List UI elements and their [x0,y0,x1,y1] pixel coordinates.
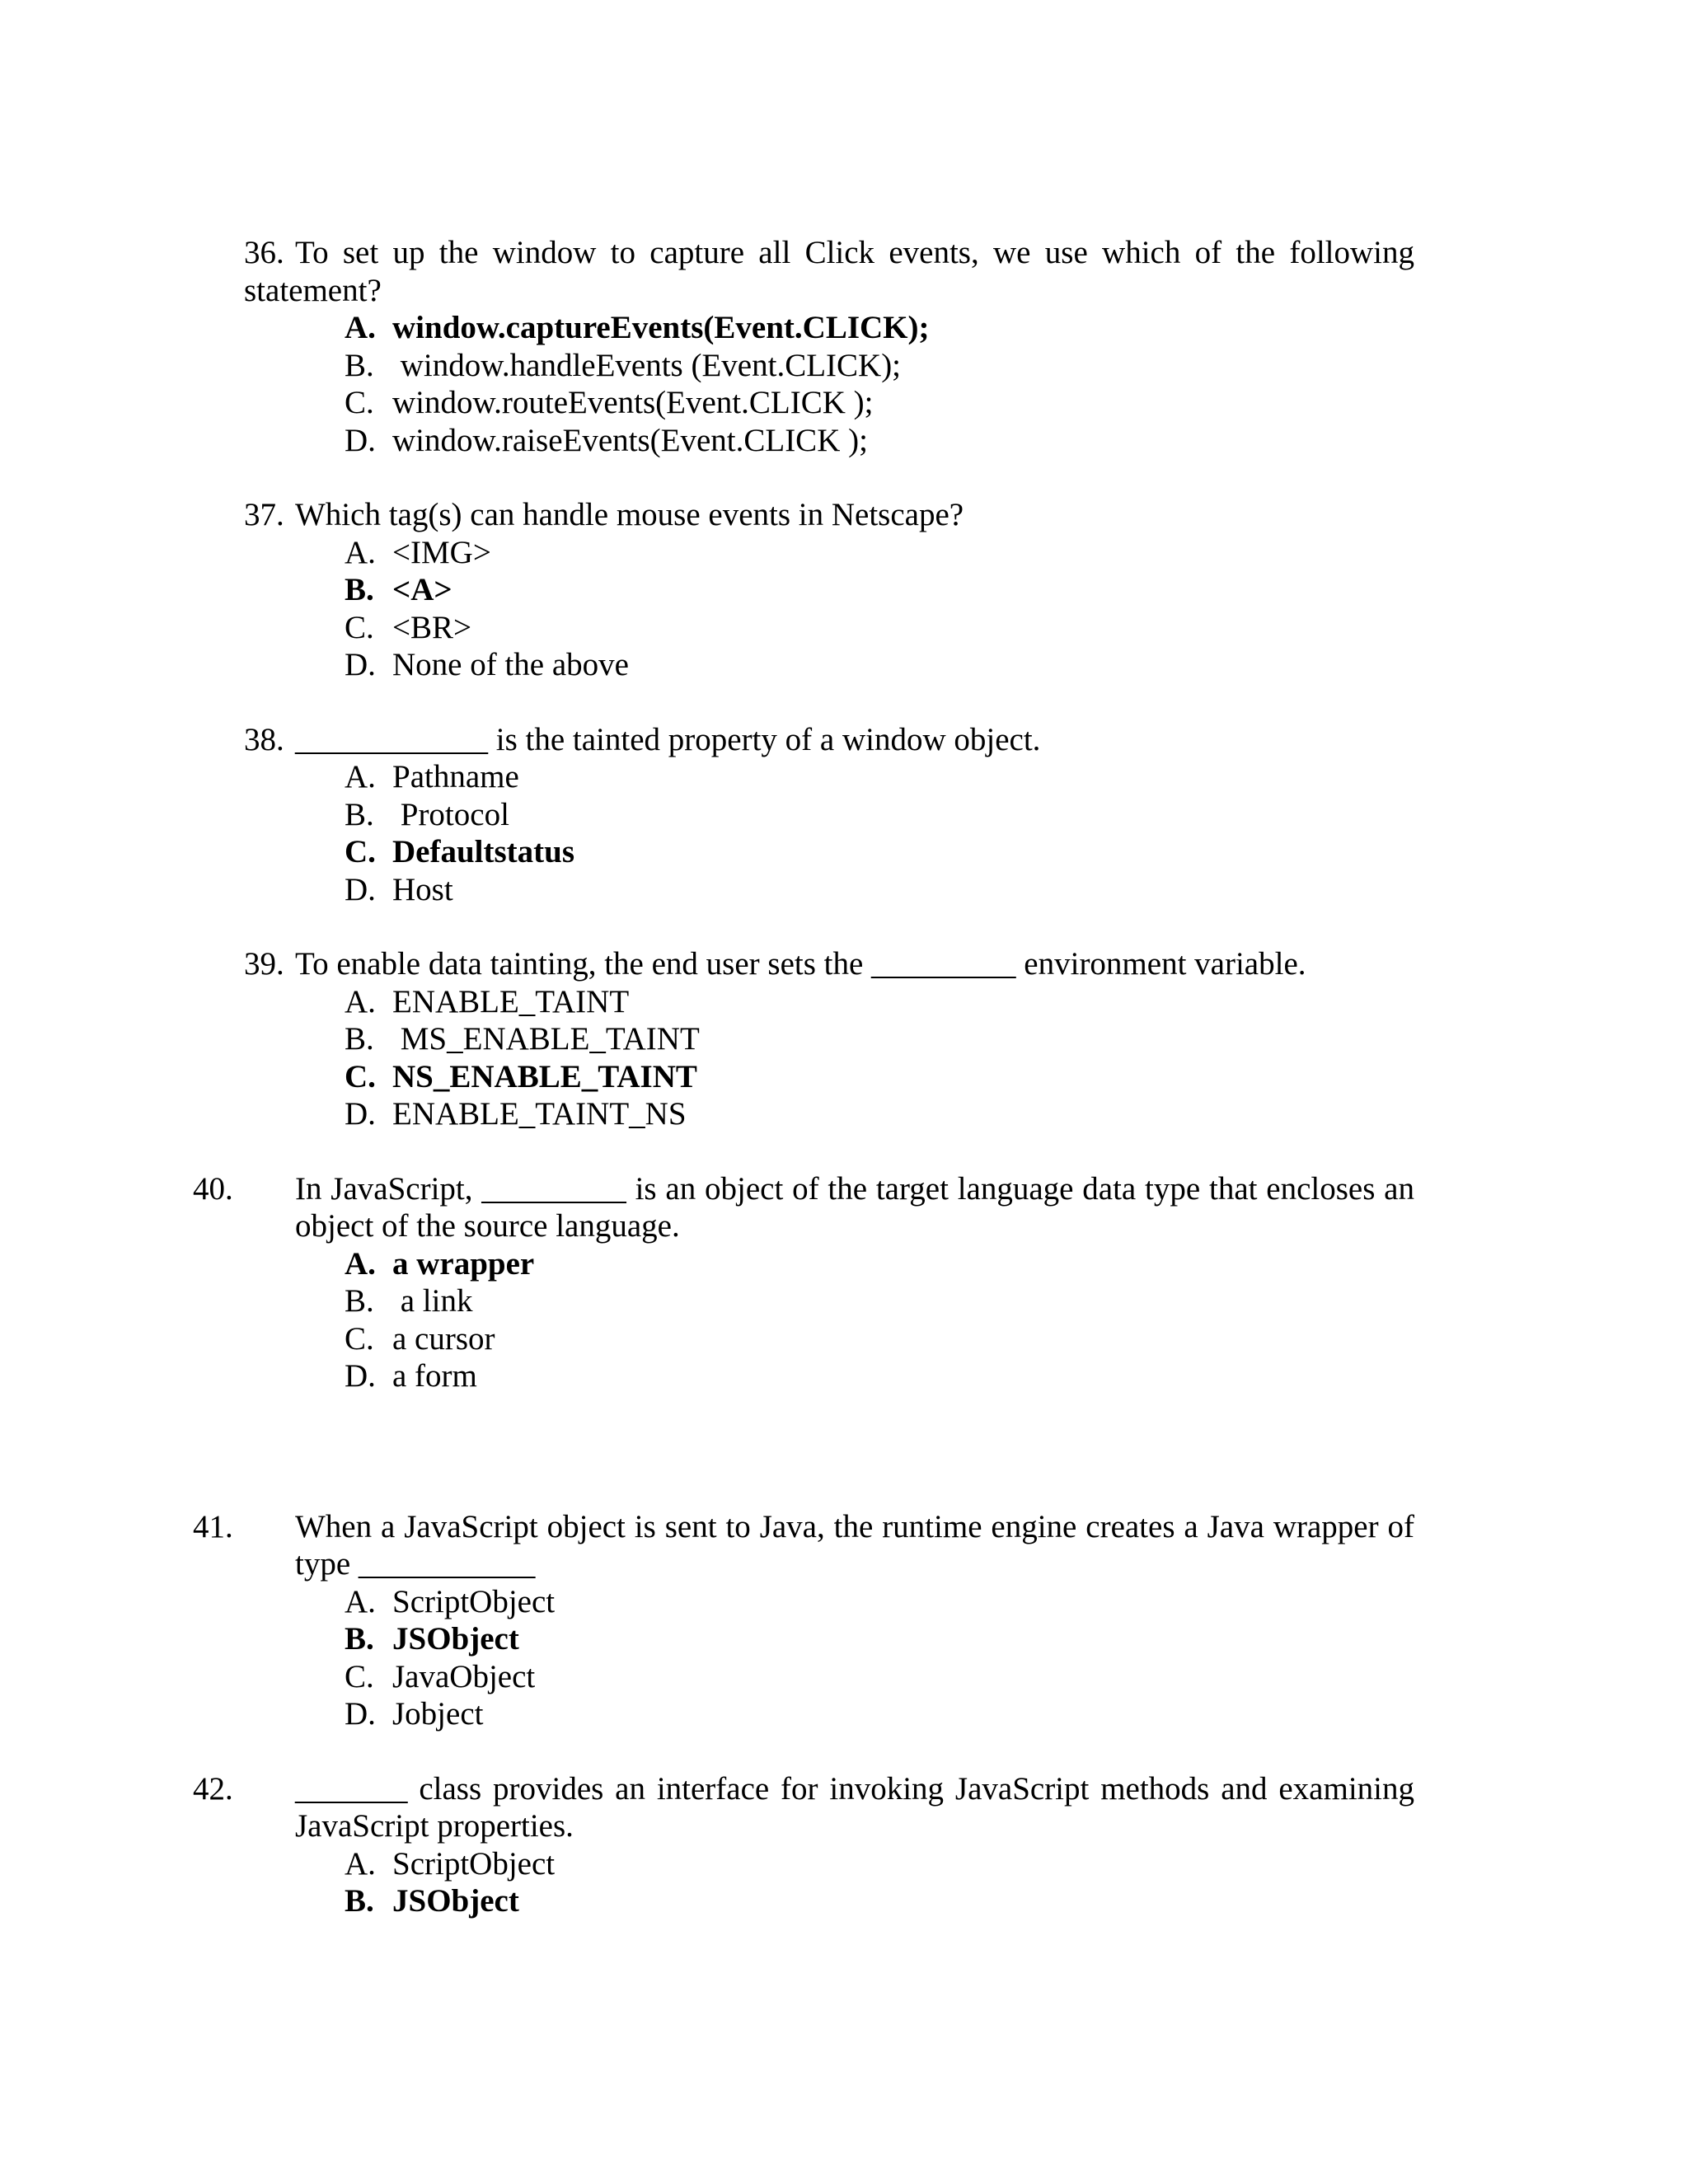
option-text: <A> [392,572,452,607]
question-39-options [244,983,1414,1133]
option-text: window.routeEvents(Event.CLICK ); [392,385,874,420]
option-text: Jobject [392,1696,484,1732]
question-page [193,234,1414,1920]
option-c [345,1058,1414,1096]
option-a [345,534,1414,572]
option-letter: D. [345,871,376,907]
question-text: ____________ is the tainted property of a window object. [295,721,1041,757]
question-42 [193,1770,1414,1920]
option-a [345,758,1414,796]
question-36 [244,234,1414,459]
option-text: NS_ENABLE_TAINT [392,1058,697,1094]
option-d [345,871,1414,909]
option-c [345,833,1414,871]
option-letter: D. [345,647,376,682]
option-text: ScriptObject [392,1845,556,1882]
question-38 [244,721,1414,909]
option-letter: A. [345,983,376,1019]
question-text: In JavaScript, _________ is an object of the target language data type that encloses an object of the source language. [295,1170,1414,1244]
option-text: a wrapper [392,1245,535,1282]
option-text: Host [392,871,453,907]
option-text: MS_ENABLE_TAINT [392,1021,700,1057]
question-37 [244,496,1414,684]
option-c [345,384,1414,422]
question-number: 38. [244,721,284,757]
option-text: <BR> [392,609,472,645]
option-text: a cursor [392,1320,495,1357]
option-b [345,796,1414,834]
option-d [345,646,1414,684]
option-text: <IMG> [392,534,491,570]
option-text: JavaObject [392,1658,536,1694]
option-d [345,1095,1414,1133]
question-37-stem [244,496,1414,534]
option-letter: C. [345,1320,374,1357]
option-text: None of the above [392,647,629,682]
question-40-options [244,1245,1414,1395]
option-b [345,1020,1414,1058]
question-36-options [244,309,1414,459]
option-letter: B. [345,796,374,832]
option-text: window.handleEvents (Event.CLICK); [392,347,902,383]
option-d [345,1695,1414,1733]
question-number: 37. [244,497,284,532]
option-text: ScriptObject [392,1583,556,1619]
option-text: ENABLE_TAINT [392,983,630,1019]
question-text: To enable data tainting, the end user sets the _________ environment variable. [295,946,1306,982]
option-a [345,983,1414,1021]
option-letter: A. [345,1583,376,1619]
option-c [345,609,1414,647]
option-text: JSObject [392,1883,519,1919]
question-37-options [244,534,1414,684]
option-c [345,1320,1414,1358]
question-41-options [244,1583,1414,1733]
question-text: When a JavaScript object is sent to Java, the runtime engine creates a Java wrapper of type ___________ [295,1508,1414,1582]
option-letter: B. [345,572,374,607]
option-c [345,1658,1414,1696]
question-41-stem [193,1508,1414,1583]
option-letter: C. [345,609,374,645]
option-letter: C. [345,1058,376,1094]
option-a [345,1845,1414,1883]
option-d [345,1357,1414,1395]
option-a [345,1245,1414,1283]
option-text: Defaultstatus [392,834,574,869]
option-b [345,1282,1414,1320]
option-letter: C. [345,1658,374,1694]
option-letter: B. [345,1021,374,1057]
option-letter: B. [345,1883,374,1919]
option-letter: B. [345,1621,374,1657]
option-text: window.captureEvents(Event.CLICK); [392,310,930,345]
option-a [345,1583,1414,1621]
question-42-options [244,1845,1414,1920]
option-letter: A. [345,1245,376,1282]
option-letter: A. [345,310,376,345]
option-letter: B. [345,1283,374,1319]
option-text: a form [392,1358,477,1394]
option-letter: C. [345,834,376,869]
question-number: 39. [244,946,284,982]
question-40-stem [193,1170,1414,1245]
option-text: ENABLE_TAINT_NS [392,1096,687,1132]
question-text: To set up the window to capture all Click events, we use which of the following statement? [244,235,1414,308]
question-number: 36. [244,235,284,270]
option-text: JSObject [392,1621,519,1657]
option-text: a link [392,1283,473,1319]
option-text: Pathname [392,759,519,794]
option-letter: D. [345,1096,376,1132]
option-a [345,309,1414,347]
question-text: Which tag(s) can handle mouse events in Netscape? [295,497,964,532]
question-39 [244,945,1414,1133]
option-letter: D. [345,1358,376,1394]
option-letter: A. [345,1845,376,1882]
question-38-options [244,758,1414,908]
option-b [345,1620,1414,1658]
question-text: _______ class provides an interface for invoking JavaScript methods and examining JavaScript properties. [295,1770,1414,1844]
question-40 [193,1170,1414,1395]
question-number: 40. [193,1170,233,1207]
option-d [345,422,1414,460]
option-letter: C. [345,385,374,420]
question-41 [193,1508,1414,1733]
option-letter: D. [345,1696,376,1732]
question-number: 42. [193,1770,233,1807]
question-36-stem [244,234,1414,309]
option-b [345,571,1414,609]
option-b [345,347,1414,385]
option-text: Protocol [392,796,509,832]
option-letter: D. [345,422,376,458]
option-text: window.raiseEvents(Event.CLICK ); [392,422,868,458]
option-letter: A. [345,759,376,794]
option-b [345,1882,1414,1920]
option-letter: B. [345,347,374,383]
question-number: 41. [193,1508,233,1544]
question-38-stem [244,721,1414,759]
question-39-stem [244,945,1414,983]
question-42-stem [193,1770,1414,1845]
option-letter: A. [345,534,376,570]
